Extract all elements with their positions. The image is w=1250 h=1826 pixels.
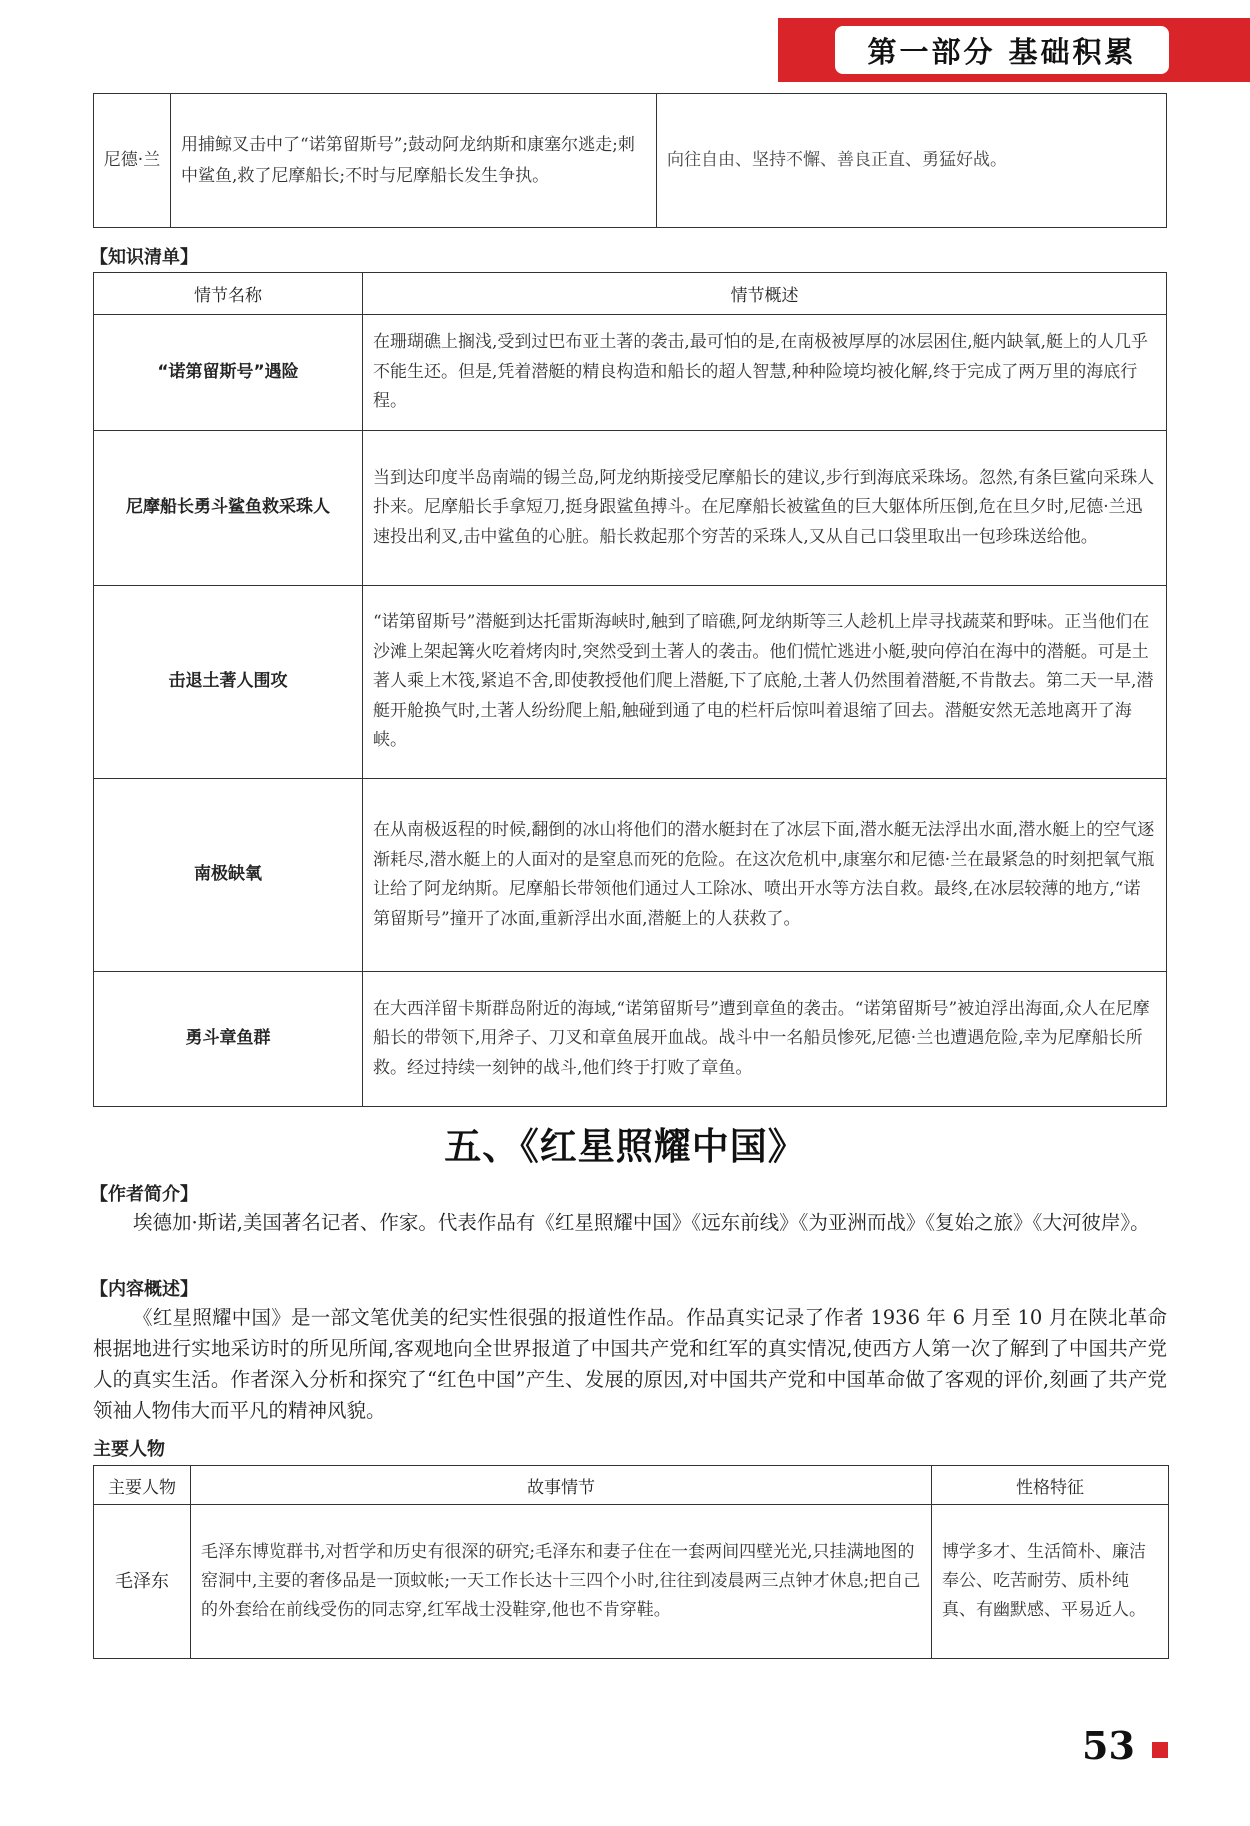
author-label: 【作者简介】: [90, 1184, 198, 1205]
column-header-plot-summary: 情节概述: [363, 273, 1167, 315]
chapter-title: 五、《红星照耀中国》: [444, 1124, 806, 1168]
column-header-traits: 性格特征: [932, 1466, 1169, 1505]
characters-label: 主要人物: [93, 1439, 165, 1460]
plot-name: “诺第留斯号”遇险: [94, 315, 363, 431]
plot-name: 勇斗章鱼群: [94, 972, 363, 1107]
character-traits: 博学多才、生活简朴、廉洁奉公、吃苦耐劳、质朴纯真、有幽默感、平易近人。: [932, 1505, 1169, 1659]
content-text: 《红星照耀中国》是一部文笔优美的纪实性很强的报道性作品。作品真实记录了作者 1936 年 6 月至 10 月在陕北革命根据地进行实地采访时的所见所闻,客观地向全世界报道了中国共产党和红军的真实情况,使西方人第一次了解到了中国共产党人的真实生活。作者深入分析和探究了“红色中国”产生、发展的原因,对中国共产党和中国革命做了客观的评价,刻画了共产党领袖人物伟大而平凡的精神风貌。: [93, 1306, 1167, 1422]
character-name: 尼德·兰: [94, 94, 171, 228]
plot-summary: 当到达印度半岛南端的锡兰岛,阿龙纳斯接受尼摩船长的建议,步行到海底采珠场。忽然,有条巨鲨向采珠人扑来。尼摩船长手拿短刀,挺身跟鲨鱼搏斗。在尼摩船长被鲨鱼的巨大躯体所压倒,危在旦夕时,尼德·兰迅速投出利叉,击中鲨鱼的心脏。船长救起那个穷苦的采珠人,又从自己口袋里取出一包珍珠送给他。: [363, 431, 1167, 586]
author-text: 埃德加·斯诺,美国著名记者、作家。代表作品有《红星照耀中国》《远东前线》《为亚洲而战》《复始之旅》《大河彼岸》。: [133, 1211, 1150, 1234]
main-characters-table: [93, 1465, 1169, 1659]
table-row: [94, 779, 1167, 972]
table-row: [94, 586, 1167, 779]
plot-summary: “诺第留斯号”潜艇到达托雷斯海峡时,触到了暗礁,阿龙纳斯等三人趁机上岸寻找蔬菜和野味。正当他们在沙滩上架起篝火吃着烤肉时,突然受到土著人的袭击。他们慌忙逃进小艇,驶向停泊在海中的潜艇。可是土著人乘上木筏,紧追不舍,即使教授他们爬上潜艇,下了底舱,土著人仍然围着潜艇,不肯散去。第二天一早,潜艇开舱换气时,土著人纷纷爬上船,触碰到通了电的栏杆后惊叫着退缩了回去。潜艇安然无恙地离开了海峡。: [363, 586, 1167, 779]
plot-name: 击退土著人围攻: [94, 586, 363, 779]
table-header-row: [94, 1466, 1169, 1505]
character-story: 用捕鲸叉击中了“诺第留斯号”;鼓动阿龙纳斯和康塞尔逃走;刺中鲨鱼,救了尼摩船长;不时与尼摩船长发生争执。: [171, 94, 657, 228]
plot-summary: 在珊瑚礁上搁浅,受到过巴布亚土著的袭击,最可怕的是,在南极被厚厚的冰层困住,艇内缺氧,艇上的人几乎不能生还。但是,凭着潜艇的精良构造和船长的超人智慧,种种险境均被化解,终于完成了两万里的海底行程。: [363, 315, 1167, 431]
table-row: [94, 431, 1167, 586]
column-header-plot-name: 情节名称: [94, 273, 363, 315]
plot-name: 南极缺氧: [94, 779, 363, 972]
table-row: [94, 1505, 1169, 1659]
plot-name: 尼摩船长勇斗鲨鱼救采珠人: [94, 431, 363, 586]
table-row: [94, 972, 1167, 1107]
plot-summary: 在从南极返程的时候,翻倒的冰山将他们的潜水艇封在了冰层下面,潜水艇无法浮出水面,潜水艇上的空气逐渐耗尽,潜水艇上的人面对的是窒息而死的危险。在这次危机中,康塞尔和尼德·兰在最紧急的时刻把氧气瓶让给了阿龙纳斯。尼摩船长带领他们通过人工除冰、喷出开水等方法自救。最终,在冰层较薄的地方,“诺第留斯号”撞开了冰面,重新浮出水面,潜艇上的人获救了。: [363, 779, 1167, 972]
section-title: 第一部分 基础积累: [835, 26, 1169, 74]
content-label: 【内容概述】: [90, 1279, 198, 1300]
character-traits: 向往自由、坚持不懈、善良正直、勇猛好战。: [657, 94, 1167, 228]
knowledge-label: 【知识清单】: [90, 247, 198, 268]
table-row: [94, 94, 1167, 228]
column-header-character: 主要人物: [94, 1466, 191, 1505]
plot-summary: 在大西洋留卡斯群岛附近的海域,“诺第留斯号”遭到章鱼的袭击。“诺第留斯号”被迫浮出海面,众人在尼摩船长的带领下,用斧子、刀叉和章鱼展开血战。战斗中一名船员惨死,尼德·兰也遭遇危险,幸为尼摩船长所救。经过持续一刻钟的战斗,他们终于打败了章鱼。: [363, 972, 1167, 1107]
table-row: [94, 315, 1167, 431]
page-number: 53: [1082, 1723, 1135, 1768]
character-table-continued: [93, 93, 1167, 228]
character-story: 毛泽东博览群书,对哲学和历史有很深的研究;毛泽东和妻子住在一套两间四壁光光,只挂满地图的窑洞中,主要的奢侈品是一顶蚊帐;一天工作长达十三四个小时,往往到凌晨两三点钟才休息;把自己的外套给在前线受伤的同志穿,红军战士没鞋穿,他也不肯穿鞋。: [191, 1505, 932, 1659]
character-name: 毛泽东: [94, 1505, 191, 1659]
page-marker: [1152, 1742, 1168, 1758]
table-header-row: [94, 273, 1167, 315]
column-header-story: 故事情节: [191, 1466, 932, 1505]
plot-table: [93, 272, 1167, 1107]
